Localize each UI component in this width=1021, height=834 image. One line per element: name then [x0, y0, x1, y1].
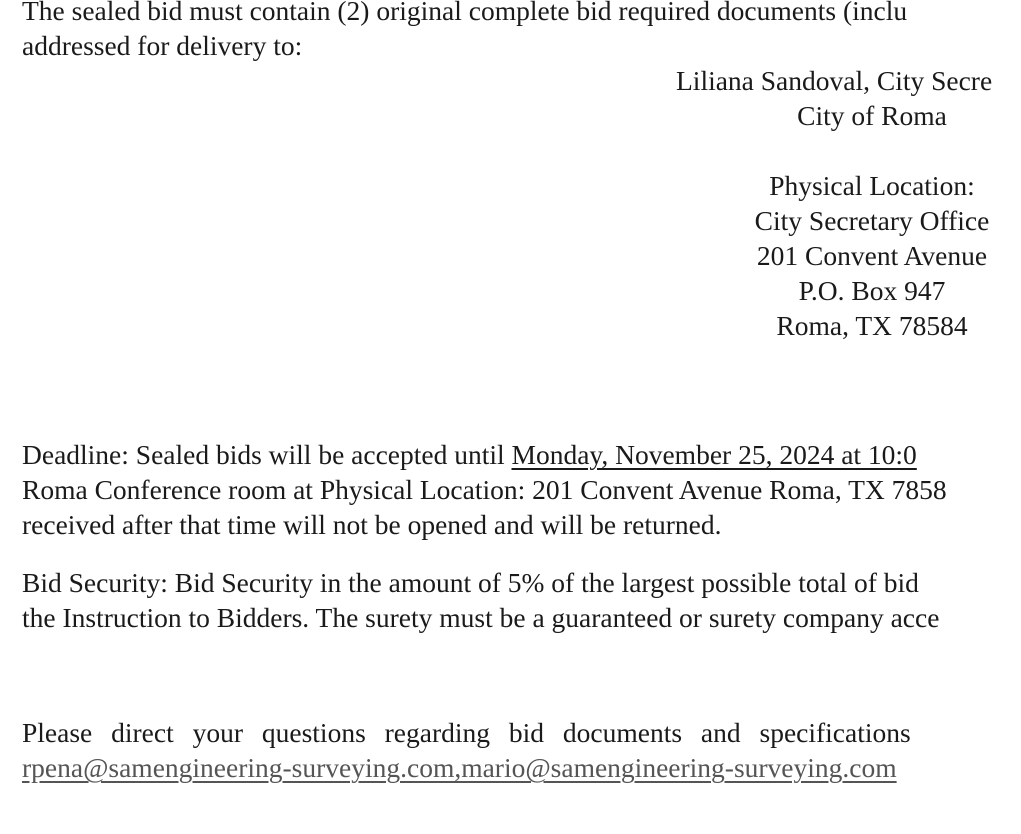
- address-office: City Secretary Office: [754, 205, 990, 236]
- contact-emails-link[interactable]: [22, 750, 897, 785]
- address-name-line: Liliana Sandoval, City Secre: [676, 65, 993, 96]
- deadline-line-3: received after that time will not be opened and will be returned.: [22, 509, 722, 540]
- address-city-state-zip: Roma, TX 78584: [776, 310, 968, 341]
- bid-security-line-2: the Instruction to Bidders. The surety must be a guaranteed or surety company acce: [22, 602, 940, 633]
- address-location-label: Physical Location:: [769, 170, 975, 201]
- bid-security-line-1: Bid Security: Bid Security in the amount of 5% of the largest possible total of bid: [22, 567, 919, 598]
- address-street: 201 Convent Avenue: [756, 240, 988, 271]
- deadline-line-1: [22, 437, 917, 472]
- deadline-date: Monday, November 25, 2024 at 10:0: [511, 439, 917, 470]
- deadline-prefix: Deadline: Sealed bids will be accepted until: [22, 439, 512, 470]
- deadline-line-2: Roma Conference room at Physical Location: 201 Convent Avenue Roma, TX 7858: [22, 474, 947, 505]
- intro-line-1: The sealed bid must contain (2) original complete bid required documents (inclu: [22, 0, 908, 26]
- questions-line-1: Please direct your questions regarding bid documents and specifications: [22, 717, 911, 748]
- intro-line-2: addressed for delivery to:: [22, 30, 303, 61]
- address-city: City of Roma: [797, 100, 947, 131]
- address-po-box: P.O. Box 947: [798, 275, 946, 306]
- contact-emails[interactable]: rpena@samengineering-surveying.com,mario@samengineering-surveying.com: [22, 752, 897, 783]
